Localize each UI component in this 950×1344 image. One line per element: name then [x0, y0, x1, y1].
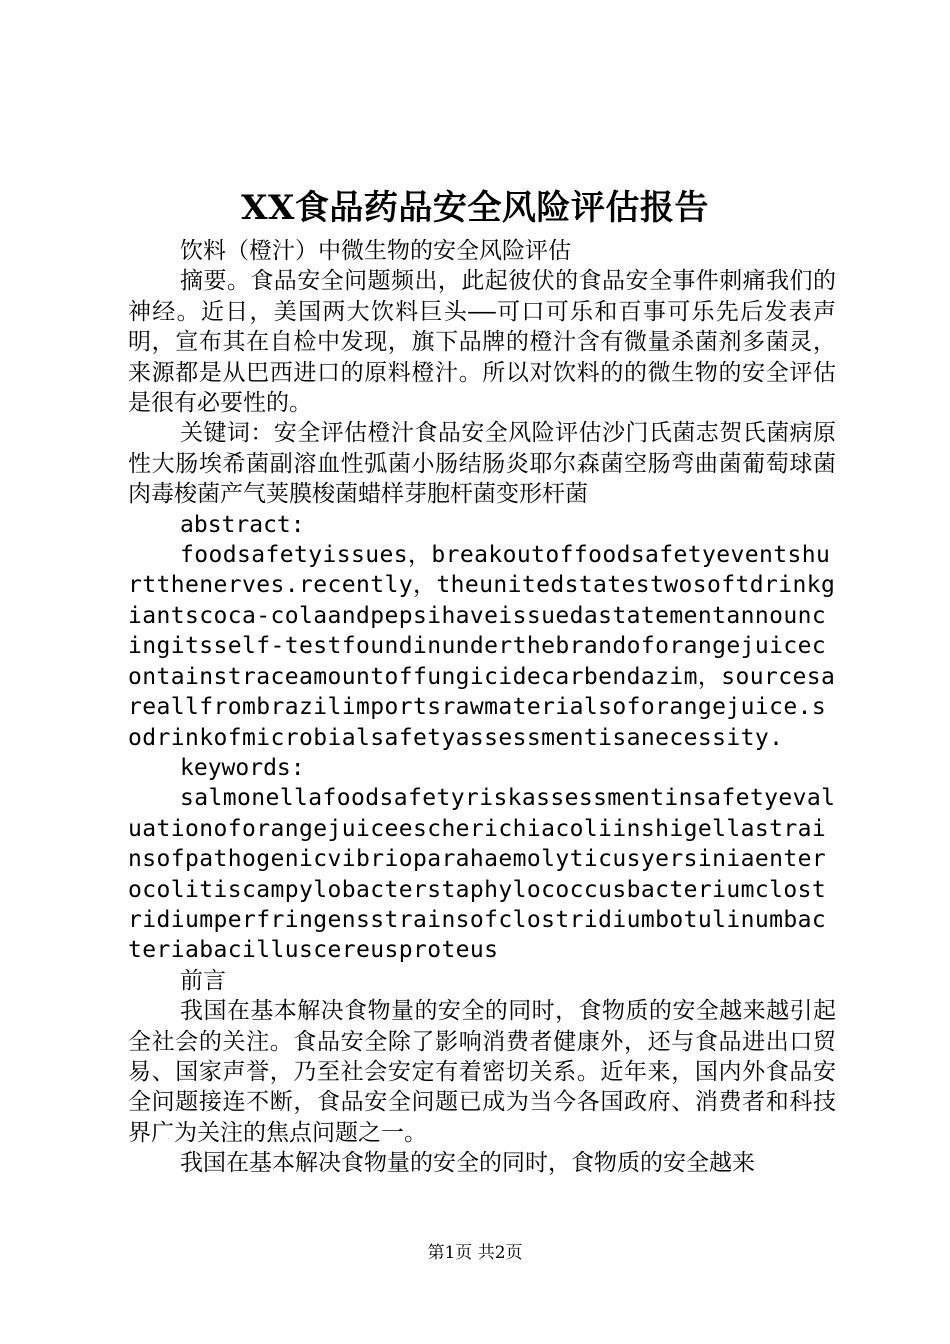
document-body	[128, 236, 836, 1179]
subtitle: 饮料（橙汁）中微生物的安全风险评估	[180, 238, 571, 264]
abstract-en-label: abstract:	[180, 511, 305, 538]
keywords-en-label: keywords:	[180, 754, 305, 781]
page-number-footer: 第1页 共2页	[427, 1243, 523, 1263]
keywords-en-paragraph: salmonellafoodsafetyriskassessmentinsafetyevaluationoforangejuiceescherichiacoliinshigellastrainsofpathogenicvibrioparahaemolyticusyersiniaenterocolitiscampylobacterstaphylococcusbacteriumclostridiumperfringensstrainsofclostridiumbotulinumbacteriabacilluscereusproteus	[128, 785, 836, 964]
preface-paragraph-2: 我国在基本解决食物量的安全的同时，食物质的安全越来	[180, 1150, 755, 1177]
abstract-en-paragraph: foodsafetyissues，breakoutoffoodsafetyeventshurtthenerves.recently，theunitedstatestwosoftdrinkgiantscoca-colaandpepsihaveissuedastatementannouncingitsself-testfoundinunderthebrandoforangejuicecontainstraceamountoffungicidecarbendazim，sourcesareallfrombrazilimportsrawmaterialsoforangejuice.sodrinkofmicrobialsafetyassessmentisanecessity.	[128, 542, 836, 751]
document-title: XX食品药品安全风险评估报告	[241, 188, 709, 228]
preface-paragraph-1: 我国在基本解决食物量的安全的同时，食物质的安全越来越引起全社会的关注。食品安全除了影响消费者健康外，还与食品进出口贸易、国家声誉，乃至社会安定有着密切关系。近年来，国内外食品安全问题接连不断，食品安全问题已成为当今各国政府、消费者和科技界广为关注的焦点问题之一。	[128, 998, 836, 1146]
preface-heading: 前言	[180, 967, 226, 994]
abstract-cn-paragraph: 摘要。食品安全问题频出，此起彼伏的食品安全事件刺痛我们的神经。近日，美国两大饮料巨头——可口可乐和百事可乐先后发表声明，宣布其在自检中发现，旗下品牌的橙汁含有微量杀菌剂多菌灵，来源都是从巴西进口的原料橙汁。所以对饮料的的微生物的安全评估是很有必要性的。	[128, 268, 836, 417]
keywords-cn-paragraph: 关键词：安全评估橙汁食品安全风险评估沙门氏菌志贺氏菌病原性大肠埃希菌副溶血性弧菌小肠结肠炎耶尔森菌空肠弯曲菌葡萄球菌肉毒梭菌产气荚膜梭菌蜡样芽胞杆菌变形杆菌	[128, 420, 836, 508]
